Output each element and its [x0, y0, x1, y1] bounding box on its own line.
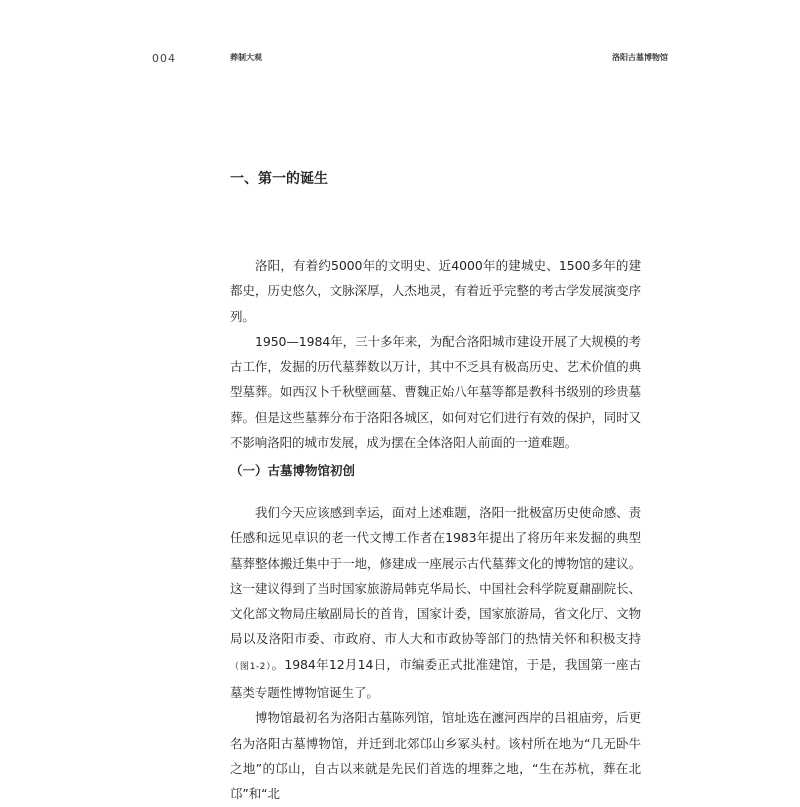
section-body [230, 253, 641, 455]
page-number: 004 [152, 52, 176, 65]
section-heading: 一、第一的诞生 [230, 171, 328, 187]
book-title: 葬制大观 [230, 53, 262, 62]
subsection-heading: （一）古墓博物馆初创 [230, 463, 356, 478]
subsection-body [230, 500, 641, 807]
paragraph-text: 。1984年12月14日，市编委正式批准建馆，于是，我国第一座古墓类专题性博物馆诞生了。 [230, 656, 641, 701]
body-paragraph: 1950—1984年，三十多年来，为配合洛阳城市建设开展了大规模的考古工作，发掘的历代墓葬数以万计，其中不乏具有极高历史、艺术价值的典型墓葬。如西汉卜千秋壁画墓、曹魏正始八年墓等都是教科书级别的珍贵墓葬。但是这些墓葬分布于洛阳各城区，如何对它们进行有效的保护，同时又不影响洛阳的城市发展，成为摆在全体洛阳人前面的一道难题。 [230, 333, 641, 451]
body-paragraph: 博物馆最初名为洛阳古墓陈列馆，馆址选在瀍河西岸的吕祖庙旁，后更名为洛阳古墓博物馆，并迁到北郊邙山乡冢头村。该村所在地为“几无卧牛之地”的邙山，自古以来就是先民们首选的埋葬之地，“生在苏杭，葬在北邙”和“北 [230, 710, 641, 802]
body-paragraph [230, 500, 641, 705]
running-header [0, 52, 800, 66]
chapter-title: 洛阳古墓博物馆 [612, 53, 668, 62]
figure-reference: （图1-2） [230, 661, 272, 672]
paragraph-text: 我们今天应该感到幸运，面对上述难题，洛阳一批极富历史使命感、责任感和远见卓识的老一代文博工作者在1983年提出了将历年来发掘的典型墓葬整体搬迁集中于一地，修建成一座展示古代墓葬文化的博物馆的建议。这一建议得到了当时国家旅游局韩克华局长、中国社会科学院夏鼐副院长、文化部文物局庄敏副局长的首肯，国家计委，国家旅游局，省文化厅、文物局以及洛阳市委、市政府、市人大和市政协等部门的热情关怀和积极支持 [230, 505, 641, 647]
body-paragraph: 洛阳，有着约5000年的文明史、近4000年的建城史、1500多年的建都史，历史悠久，文脉深厚，人杰地灵，有着近乎完整的考古学发展演变序列。 [230, 258, 641, 324]
